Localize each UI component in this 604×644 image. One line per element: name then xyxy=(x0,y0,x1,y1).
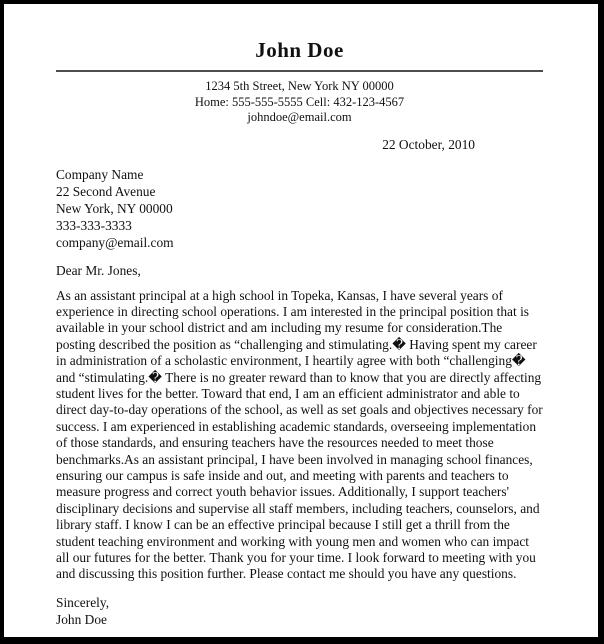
salutation: Dear Mr. Jones, xyxy=(56,262,141,278)
sender-address: 1234 5th Street, New York NY 00000 xyxy=(205,79,394,93)
sender-email: johndoe@email.com xyxy=(247,110,352,124)
valediction: Sincerely, xyxy=(56,594,110,610)
recipient-street: 22 Second Avenue xyxy=(56,183,156,199)
letter-body: As an assistant principal at a high school in Topeka, Kansas, I have several years of experience in directing school operations. I am interested in the principal position that is available in your school district and am including my resume for consideration.The posting described the position as “challenging and stimulating.� Having spent my career in administration of a scholastic environment, I heartily agree with both “challenging� and “stimulating.� There is no greater reward than to know that you are directly affecting student lives for the better. Toward that end, I am an efficient administrator and able to direct day-to-day operations of the school, as well as set goals and objectives necessary for success. I am experienced in establishing academic standards, overseeing implementation of those standards, and ensuring teachers have the resources needed to meet those benchmarks.As an assistant principal, I have been involved in managing school finances, ensuring our campus is safe inside and out, and meeting with parents and teachers to measure progress and correct youth behavior issues. Additionally, I support teachers' disciplinary decisions and supervise all staff members, including teachers, counselors, and library staff. I know I can be an effective principal because I still get a thrill from the student teaching environment and working with young men and women who can impact all our futures for the better. Thank you for your time. I look forward to meeting with you and discussing this position further. Please contact me should you have any questions. xyxy=(56,287,543,582)
recipient-phone: 333-333-3333 xyxy=(56,217,132,233)
closing-block xyxy=(56,594,543,628)
recipient-company: Company Name xyxy=(56,166,144,182)
sender-phones: Home: 555-555-5555 Cell: 432-123-4567 xyxy=(194,94,405,109)
letter-content xyxy=(4,38,598,644)
page-title: John Doe xyxy=(255,38,344,62)
sender-contact-block xyxy=(56,79,543,126)
recipient-city: New York, NY 00000 xyxy=(56,200,173,216)
header-divider xyxy=(56,70,543,72)
recipient-block xyxy=(56,166,543,251)
recipient-email: company@email.com xyxy=(56,234,174,250)
letter-date: 22 October, 2010 xyxy=(382,136,475,152)
signature-name: John Doe xyxy=(56,611,107,627)
